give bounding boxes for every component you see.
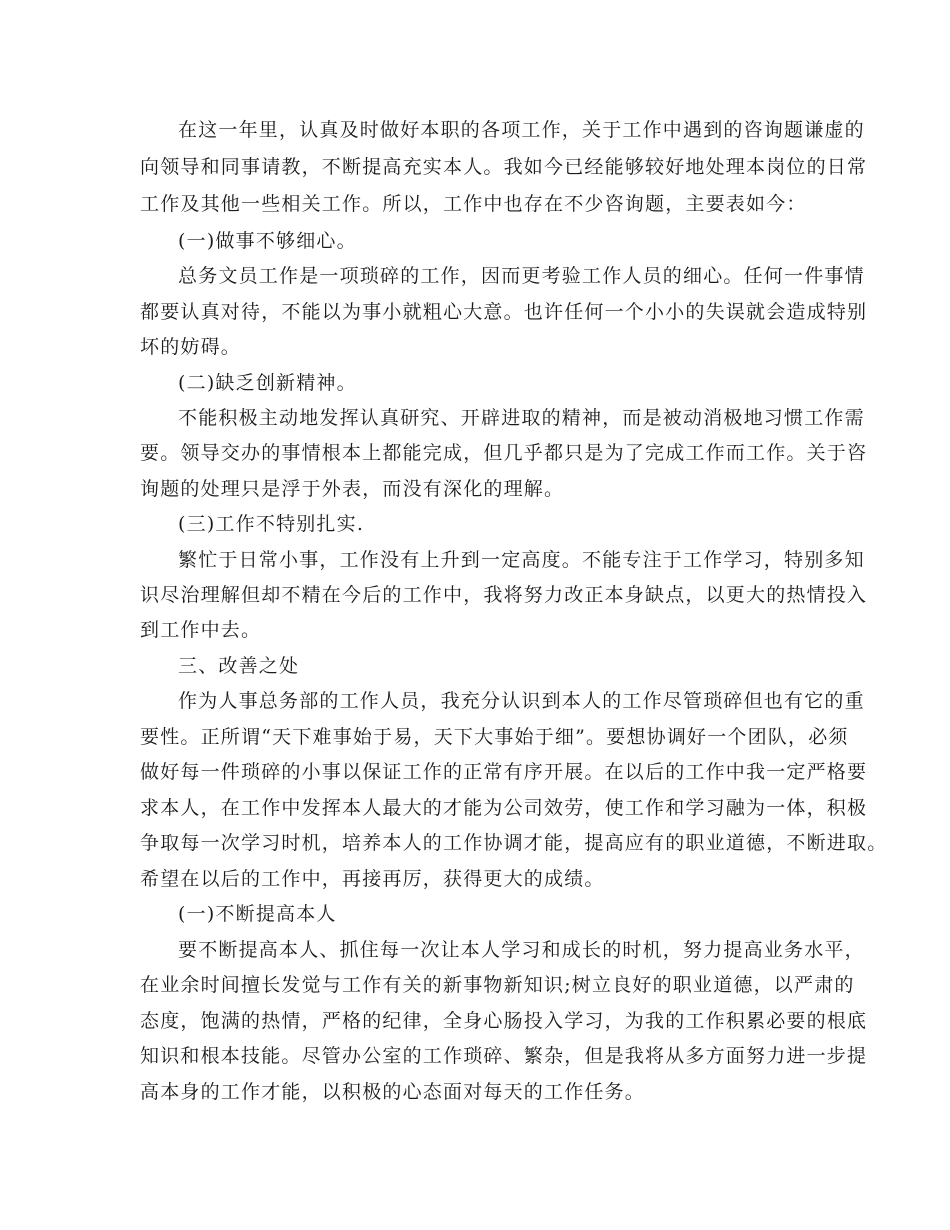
text-line-22: 希望在以后的工作中，再接再厉，获得更大的成绩。 — [140, 868, 605, 890]
text-line-9: 不能积极主动地发挥认真研究、开辟进取的精神，而是被动消极地习惯工作需 — [178, 407, 865, 429]
section-heading-1: (一)做事不够细心。 — [178, 230, 357, 252]
text-line-11: 询题的处理只是浮于外表，而没有深化的理解。 — [140, 478, 565, 500]
text-line-25: 在业余时间擅长发觉与工作有关的新事物新知识;树立良好的职业道德，以严肃的 — [140, 974, 855, 996]
text-line-10: 要。领导交办的事情根本上都能完成，但几乎都只是为了完成工作而工作。关于咨 — [140, 442, 868, 464]
section-heading-2: (二)缺乏创新精神。 — [178, 372, 357, 394]
text-line-1: 在这一年里，认真及时做好本职的各项工作，关于工作中遇到的咨询题谦虚的 — [178, 119, 865, 141]
text-line-18: 要性。正所谓“天下难事始于易，天下大事始于细”。要想协调好一个团队，必须 — [140, 726, 849, 748]
text-line-13: 繁忙于日常小事，工作没有上升到一定高度。不能专注于工作学习，特别多知 — [178, 549, 865, 571]
text-line-17: 作为人事总务部的工作人员，我充分认识到本人的工作尽管琐碎但也有它的重 — [178, 690, 865, 712]
text-line-14: 识尽治理解但却不精在今后的工作中，我将努力改正本身缺点，以更大的热情投入 — [140, 584, 868, 606]
text-line-2: 向领导和同事请教，不断提高充实本人。我如今已经能够较好地处理本岗位的日常 — [140, 156, 868, 178]
text-line-5: 总务文员工作是一项琐碎的工作，因而更考验工作人员的细心。任何一件事情 — [178, 265, 865, 287]
text-line-15: 到工作中去。 — [140, 619, 262, 641]
section-heading-4: 三、改善之处 — [178, 655, 300, 677]
text-line-28: 高本身的工作才能，以积极的心态面对每天的工作任务。 — [140, 1081, 646, 1103]
section-heading-3: (三)工作不特别扎实. — [178, 513, 365, 535]
text-line-20: 求本人，在工作中发挥本人最大的才能为公司效劳，使工作和学习融为一体，积极 — [140, 797, 868, 819]
text-line-21: 争取每一次学习时机，培养本人的工作协调才能，提高应有的职业道德，不断进取。 — [140, 832, 888, 854]
text-line-6: 都要认真对待，不能以为事小就粗心大意。也许任何一个小小的失误就会造成特别 — [140, 301, 868, 323]
text-line-7: 坏的妨碍。 — [140, 336, 242, 358]
text-line-27: 知识和根本技能。尽管办公室的工作琐碎、繁杂，但是我将从多方面努力进一步提 — [140, 1045, 868, 1067]
text-line-24: 要不断提高本人、抓住每一次让本人学习和成长的时机，努力提高业务水平， — [178, 939, 865, 961]
text-line-19: 做好每一件琐碎的小事以保证工作的正常有序开展。在以后的工作中我一定严格要 — [140, 761, 868, 783]
section-heading-5: (一)不断提高本人 — [178, 903, 337, 925]
text-line-3: 工作及其他一些相关工作。所以，工作中也存在不少咨询题，主要表如今： — [140, 193, 807, 215]
text-line-26: 态度，饱满的热情，严格的纪律，全身心肠投入学习，为我的工作积累必要的根底 — [140, 1010, 868, 1032]
